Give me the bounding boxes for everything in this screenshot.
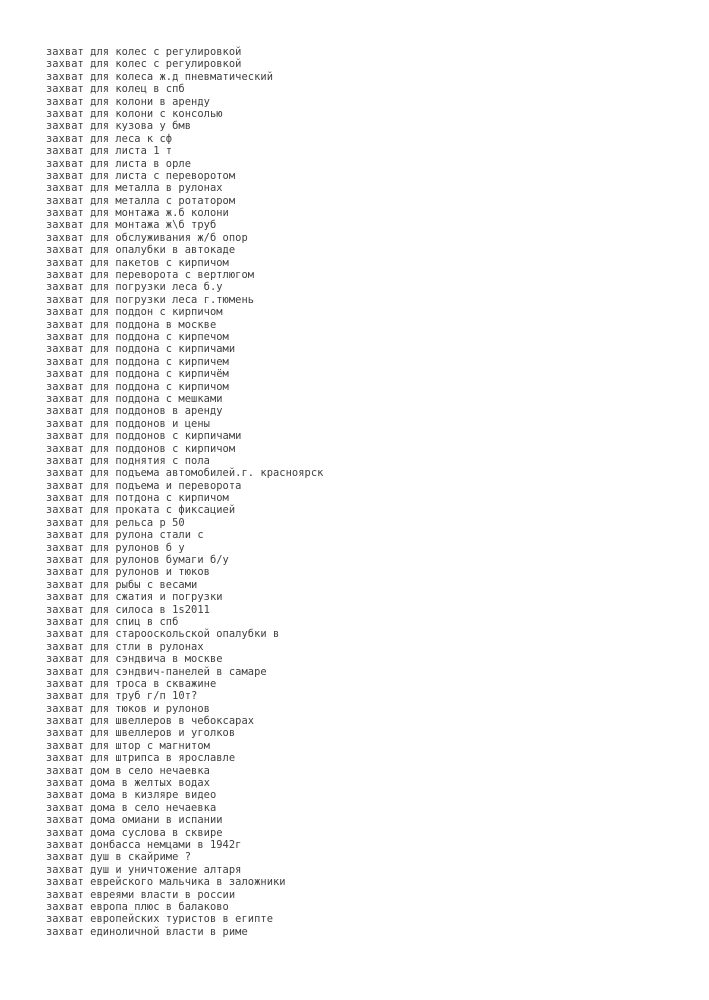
keyword-line: захват для сэндвича в москве: [46, 653, 223, 666]
keyword-line: захват для поддона с кирпичем: [46, 355, 229, 368]
keyword-line: захват для листа 1 т: [46, 145, 173, 158]
keyword-line: захват для поддонов с кирпичом: [46, 442, 236, 455]
keyword-line: захват единоличной власти в риме: [46, 925, 248, 938]
keyword-line: захват для труб г/п 10т?: [46, 690, 198, 703]
keyword-line: захват для монтажа ж.б колони: [46, 207, 229, 220]
keyword-line: захват для монтажа ж\б труб: [46, 219, 217, 232]
keyword-line: захват для поддона с кирпичами: [46, 343, 236, 356]
keyword-line: захват для поддона с кирпечом: [46, 330, 229, 343]
keyword-line: захват для рыбы с весами: [46, 578, 198, 591]
keyword-line: захват для пакетов с кирпичом: [46, 256, 229, 269]
keyword-line: захват дома суслова в сквире: [46, 826, 223, 839]
keyword-line: захват для швеллеров и уголков: [46, 727, 236, 740]
keyword-list: [46, 46, 323, 938]
keyword-line: захват для листа в орле: [46, 157, 192, 170]
keyword-line: захват для поддонов и цены: [46, 417, 210, 430]
keyword-line: захват дома в село нечаевка: [46, 801, 217, 814]
keyword-line: захват для сэндвич-панелей в самаре: [46, 665, 267, 678]
keyword-line: захват душ в скайриме ?: [46, 851, 192, 864]
keyword-line: захват для леса к сф: [46, 132, 173, 145]
keyword-line: захват европа плюс в балаково: [46, 900, 229, 913]
keyword-line: захват для обслуживания ж/б опор: [46, 231, 248, 244]
keyword-line: захват дома в желтых водах: [46, 777, 210, 790]
keyword-line: захват для поддона с мешками: [46, 392, 223, 405]
keyword-line: захват для поддона с кирпичом: [46, 380, 229, 393]
keyword-line: захват для погрузки леса г.тюмень: [46, 293, 255, 306]
keyword-line: захват европейских туристов в египте: [46, 913, 274, 926]
keyword-line: захват для швеллеров в чебоксарах: [46, 715, 255, 728]
keyword-line: захват для троса в скважине: [46, 677, 217, 690]
keyword-line: захват для подъема автомобилей.г. красноярск: [46, 467, 324, 480]
keyword-line: захват для рулонов б у: [46, 541, 185, 554]
keyword-line: захват для металла с ротатором: [46, 194, 236, 207]
keyword-line: захват для штор с магнитом: [46, 739, 210, 752]
keyword-line: захват для проката с фиксацией: [46, 504, 236, 517]
keyword-line: захват для подъема и переворота: [46, 479, 242, 492]
keyword-line: захват для колес с регулировкой: [46, 58, 242, 71]
keyword-line: захват еврейского мальчика в заложники: [46, 876, 286, 889]
keyword-line: захват для кузова у бмв: [46, 120, 192, 133]
keyword-line: захват для стли в рулонах: [46, 640, 204, 653]
keyword-line: захват для сжатия и погрузки: [46, 591, 223, 604]
keyword-line: захват для рулонов и тюков: [46, 566, 210, 579]
keyword-line: захват для опалубки в автокаде: [46, 244, 236, 257]
keyword-line: захват донбасса немцами в 1942г: [46, 839, 242, 851]
keyword-line: захват для погрузки леса б.у: [46, 281, 223, 294]
keyword-line: захват дом в село нечаевка: [46, 764, 210, 777]
keyword-line: захват дома омиани в испании: [46, 814, 223, 827]
keyword-line: захват для колес с регулировкой: [46, 46, 242, 58]
keyword-line: захват для колони с консолью: [46, 107, 223, 120]
keyword-line: захват для рулонов бумаги б/у: [46, 554, 229, 567]
keyword-line: захват для штрипса в ярославле: [46, 752, 236, 765]
keyword-line: захват для колеса ж.д пневматический: [46, 70, 274, 83]
keyword-line: захват для поддона с кирпичём: [46, 368, 229, 381]
keyword-line: захват для металла в рулонах: [46, 182, 223, 195]
keyword-line: захват для поднятия с пола: [46, 454, 210, 467]
keyword-line: захват для поддона в москве: [46, 318, 217, 331]
keyword-line: захват для силоса в 1s2011: [46, 603, 210, 616]
keyword-line: захват для поддонов в аренду: [46, 405, 223, 418]
keyword-line: захват для тюков и рулонов: [46, 702, 210, 715]
keyword-line: захват душ и уничтожение алтаря: [46, 863, 242, 876]
keyword-line: захват для рельса р 50: [46, 516, 185, 529]
keyword-line: захват для спиц в спб: [46, 615, 179, 628]
keyword-line: захват для колец в спб: [46, 83, 185, 96]
keyword-line: захват для колони в аренду: [46, 95, 210, 108]
keyword-line: захват для потдона с кирпичом: [46, 492, 229, 505]
keyword-line: захват дома в кизляре видео: [46, 789, 217, 802]
keyword-line: захват для переворота с вертлюгом: [46, 269, 255, 282]
keyword-line: захват для старооскольской опалубки в: [46, 628, 280, 641]
keyword-line: захват для листа с переворотом: [46, 169, 236, 182]
keyword-line: захват для поддон с кирпичом: [46, 306, 223, 319]
keyword-line: захват для поддонов с кирпичами: [46, 430, 242, 443]
keyword-line: захват для рулона стали с: [46, 529, 204, 542]
keyword-line: захват евреями власти в россии: [46, 888, 236, 901]
